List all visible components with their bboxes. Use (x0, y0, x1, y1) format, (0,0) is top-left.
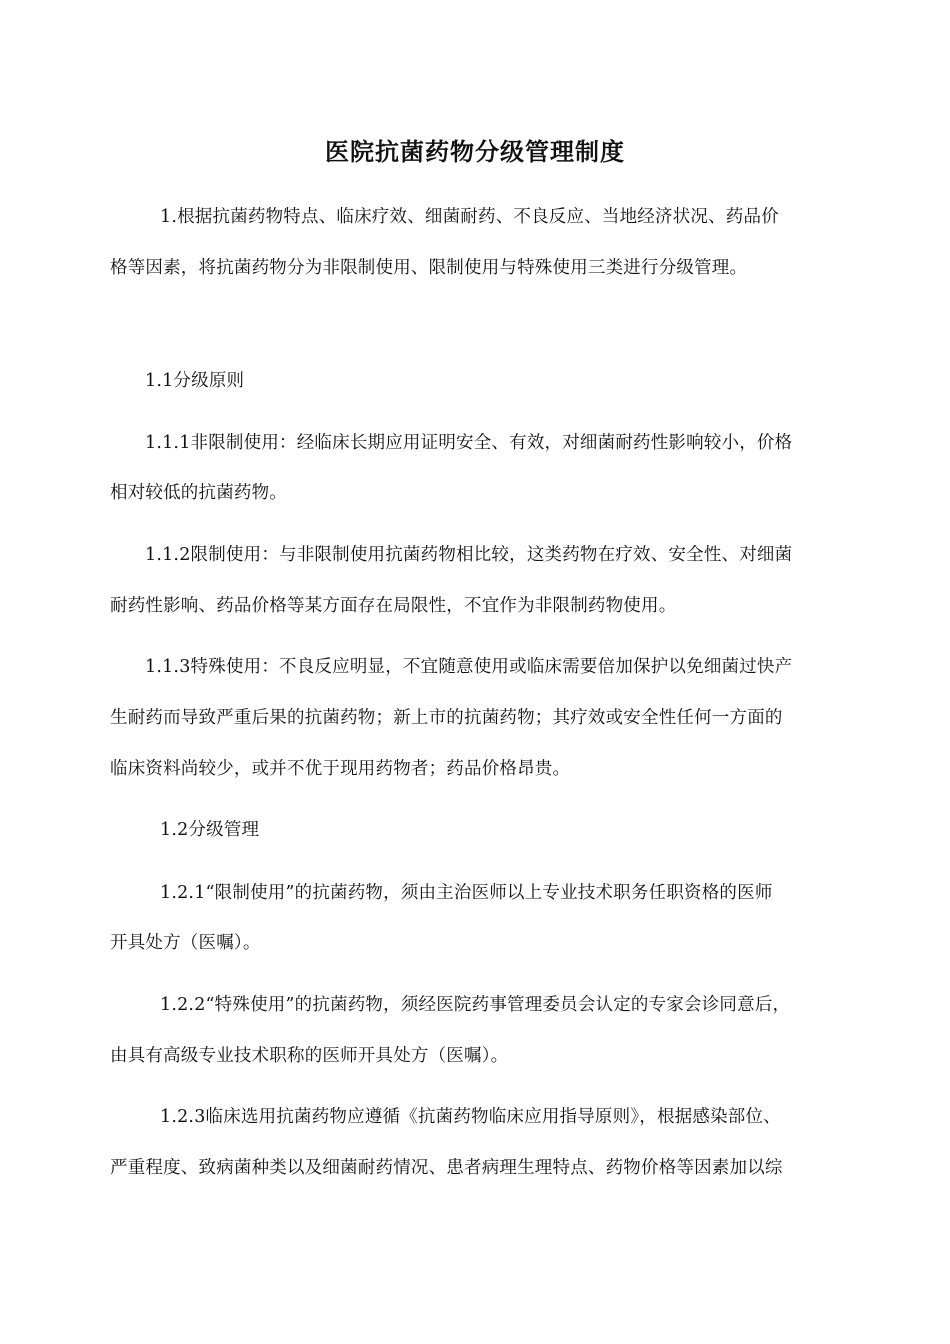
section-1-2-heading: 1.2分级管理 (160, 820, 260, 840)
section-1-1-1-line-2: 相对较低的抗菌药物。 (110, 483, 287, 503)
paragraph-1-line-1: 1.根据抗菌药物特点、临床疗效、细菌耐药、不良反应、当地经济状况、药品价 (160, 207, 779, 227)
section-1-1-3-line-2: 生耐药而导致严重后果的抗菌药物；新上市的抗菌药物；其疗效或安全性任何一方面的 (110, 708, 783, 728)
section-1-2-2-line-1: 1.2.2“特殊使用”的抗菌药物，须经医院药事管理委员会认定的专家会诊同意后， (160, 995, 791, 1015)
section-1-2-2-line-2: 由具有高级专业技术职称的医师开具处方（医嘱）。 (110, 1046, 509, 1066)
section-1-2-3-line-2: 严重程度、致病菌种类以及细菌耐药情况、患者病理生理特点、药物价格等因素加以综 (110, 1158, 783, 1178)
section-1-1-2-line-2: 耐药性影响、药品价格等某方面存在局限性，不宜作为非限制药物使用。 (110, 596, 677, 616)
document-title: 医院抗菌药物分级管理制度 (325, 138, 625, 166)
paragraph-1-line-2: 格等因素，将抗菌药物分为非限制使用、限制使用与特殊使用三类进行分级管理。 (110, 258, 748, 278)
section-1-1-3-line-3: 临床资料尚较少，或并不优于现用药物者；药品价格昂贵。 (110, 759, 571, 779)
section-1-1-1-line-1: 1.1.1非限制使用：经临床长期应用证明安全、有效，对细菌耐药性影响较小，价格 (145, 433, 793, 453)
section-1-1-heading: 1.1分级原则 (145, 371, 245, 391)
section-1-1-2-line-1: 1.1.2限制使用：与非限制使用抗菌药物相比较，这类药物在疗效、安全性、对细菌 (145, 545, 793, 565)
section-1-2-1-line-2: 开具处方（医嘱）。 (110, 933, 261, 953)
section-1-2-3-line-1: 1.2.3临床选用抗菌药物应遵循《抗菌药物临床应用指导原则》，根据感染部位、 (160, 1107, 781, 1127)
section-1-1-3-line-1: 1.1.3特殊使用：不良反应明显，不宜随意使用或临床需要倍加保护以免细菌过快产 (145, 657, 793, 677)
section-1-2-1-line-1: 1.2.1“限制使用”的抗菌药物，须由主治医师以上专业技术职务任职资格的医师 (160, 883, 773, 903)
